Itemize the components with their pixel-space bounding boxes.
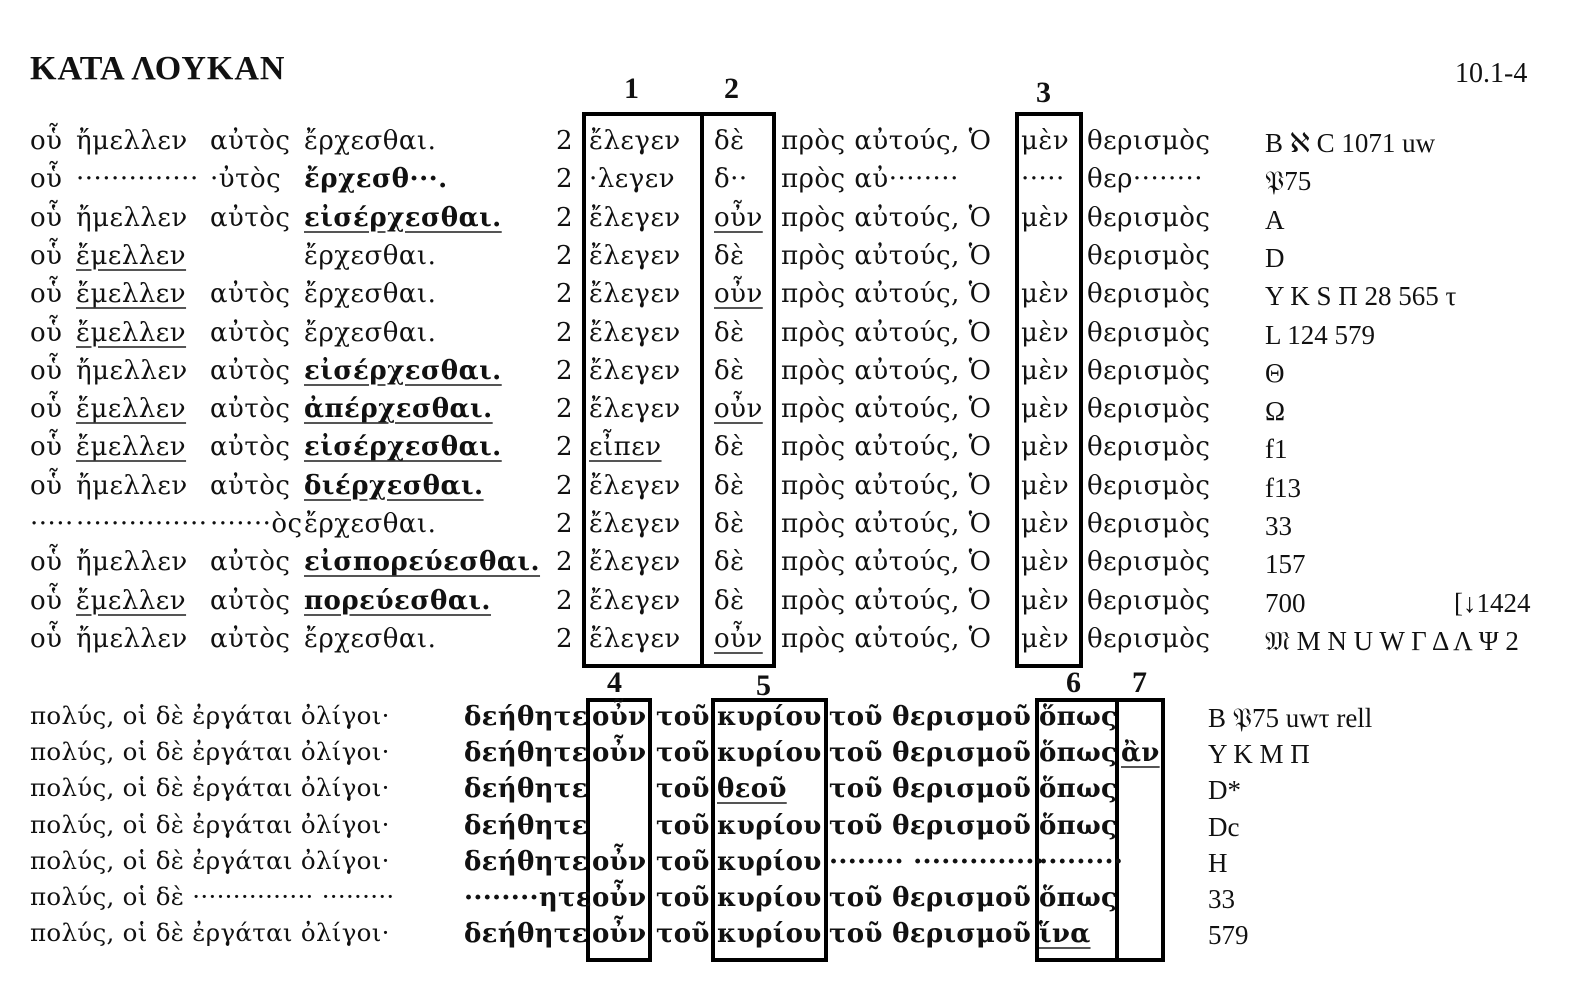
particle-word: δὲ <box>714 547 745 578</box>
men-word: μὲν <box>1021 432 1070 463</box>
harvest-word: θερ········ <box>1087 164 1204 195</box>
men-word: μὲν <box>1021 317 1070 348</box>
pronoun-word: αὐτὸς <box>210 279 291 310</box>
imperative-word: δεήθητε <box>464 774 588 805</box>
speech-verb: ἔλεγεν <box>589 509 681 539</box>
verb-word: ·············· <box>76 164 199 195</box>
verb-word: ἤμελλεν <box>76 470 188 501</box>
infinitive-word: ἔρχεσθ···. <box>304 164 448 195</box>
imperative-word: δεήθητε <box>464 919 588 950</box>
witness-list: 700 <box>1265 587 1306 618</box>
infinitive-word: ἔρχεσθαι. <box>304 317 437 348</box>
clause-text: πολύς, οἱ δὲ ἐργάται ὀλίγοι· <box>30 737 390 767</box>
verse-number: 2 <box>556 279 574 310</box>
pronoun-word: αὐτὸς <box>210 126 291 156</box>
verse-number: 2 <box>556 623 574 654</box>
speech-verb: ἔλεγεν <box>589 279 681 310</box>
conjunction-word: ὅπως <box>1039 810 1118 841</box>
harvest-word: θερισμὸς <box>1087 355 1211 386</box>
verse-number: 2 <box>556 202 574 233</box>
phrase-text: πρὸς αὐτούς, Ὁ <box>781 279 992 310</box>
verse-number: 2 <box>556 547 574 578</box>
oun-word: οὖν <box>592 702 647 732</box>
pronoun-word: ·······ὸς <box>210 509 303 539</box>
conjunction-word: ὅπως <box>1039 883 1118 913</box>
particle-word: οὖν <box>714 623 763 654</box>
speech-verb: ἔλεγεν <box>589 317 681 348</box>
oun-word: οὖν <box>592 738 647 769</box>
article-word: τοῦ <box>656 883 710 913</box>
verb-word: ἤμελλεν <box>76 547 188 578</box>
relative-word: οὗ <box>30 126 63 156</box>
verb-word: ἔμελλεν <box>76 279 187 310</box>
men-word: ····· <box>1021 164 1065 195</box>
phrase-text: πρὸς αὐτούς, Ὁ <box>781 547 992 578</box>
phrase-text: πρὸς αὐτούς, Ὁ <box>781 126 992 156</box>
witness-list: Y K M Π <box>1208 739 1310 770</box>
infinitive-word: εἰσέρχεσθαι. <box>304 355 502 386</box>
men-word: μὲν <box>1021 547 1070 578</box>
clause-text: πολύς, οἱ δὲ ··············· ········· <box>30 882 395 911</box>
verb-word: ἤμελλεν <box>76 623 188 654</box>
particle-word: οὖν <box>714 279 763 310</box>
witness-list: 𝔓75 <box>1265 166 1312 197</box>
witness-list: 𝔐 M N U W Γ Δ Λ Ψ 2 <box>1265 625 1519 656</box>
verb-word: ἔμελλεν <box>76 317 187 348</box>
verse-number: 2 <box>556 126 574 156</box>
men-word: μὲν <box>1021 470 1070 501</box>
relative-word: οὗ <box>30 547 63 578</box>
speech-verb: ἔλεγεν <box>589 623 681 654</box>
speech-verb: ἔλεγεν <box>589 202 681 233</box>
witness-list: 33 <box>1265 511 1292 541</box>
oun-word: οὖν <box>592 919 647 950</box>
verse-number: 2 <box>556 355 574 386</box>
witness-list: Θ <box>1265 357 1285 388</box>
clause-text: πολύς, οἱ δὲ ἐργάται ὀλίγοι· <box>30 845 390 875</box>
harvest-phrase: τοῦ θερισμοῦ <box>829 702 1032 732</box>
relative-word: οὗ <box>30 317 63 348</box>
harvest-phrase: τοῦ θερισμοῦ <box>829 883 1032 913</box>
witness-list: B ℵ C 1071 uw <box>1265 128 1436 158</box>
lord-word: κυρίου <box>717 883 822 913</box>
men-word: μὲν <box>1021 126 1070 156</box>
infinitive-word: διέρχεσθαι. <box>304 470 484 501</box>
verb-word: ··············· <box>76 509 208 539</box>
harvest-word: θερισμὸς <box>1087 547 1211 578</box>
men-word: μὲν <box>1021 585 1070 616</box>
imperative-word: δεήθητε <box>464 846 588 877</box>
harvest-phrase: τοῦ θερισμοῦ <box>829 810 1032 841</box>
particle-word: δὲ <box>714 240 745 271</box>
conjunction-word: ἵνα <box>1039 919 1091 950</box>
phrase-text: πρὸς αὐτούς, Ὁ <box>781 317 992 348</box>
particle-word: δὲ <box>714 432 745 463</box>
witness-list: 157 <box>1265 549 1306 580</box>
lord-word: κυρίου <box>717 846 822 877</box>
continuation-note: [↓1424 <box>1454 588 1531 618</box>
phrase-text: πρὸς αὐτούς, Ὁ <box>781 470 992 501</box>
particle-word: δὲ <box>714 355 745 386</box>
lord-word: κυρίου <box>717 810 822 841</box>
phrase-text: πρὸς αὐτούς, Ὁ <box>781 509 992 539</box>
pronoun-word: αὐτὸς <box>210 317 291 348</box>
speech-verb: ἔλεγεν <box>589 240 681 271</box>
phrase-text: πρὸς αὐτούς, Ὁ <box>781 240 992 271</box>
relative-word: οὗ <box>30 394 63 425</box>
relative-word: ····· <box>30 509 74 539</box>
imperative-word: δεήθητε <box>464 810 588 841</box>
column-number-2: 2 <box>724 72 739 105</box>
pronoun-word: αὐτὸς <box>210 202 291 233</box>
harvest-phrase: τοῦ θερισμοῦ <box>829 919 1032 950</box>
pronoun-word: ·ὐτὸς <box>210 164 282 195</box>
harvest-phrase: τοῦ θερισμοῦ <box>829 738 1032 769</box>
oun-word: οὖν <box>592 846 647 877</box>
lord-word: κυρίου <box>717 919 822 950</box>
men-word: μὲν <box>1021 355 1070 386</box>
article-word: τοῦ <box>656 810 710 841</box>
article-word: τοῦ <box>656 919 710 950</box>
column-number-3: 3 <box>1036 76 1051 109</box>
verse-number: 2 <box>556 240 574 271</box>
infinitive-word: εἰσπορεύεσθαι. <box>304 547 541 578</box>
conjunction-word: ὅπως <box>1039 738 1118 769</box>
witness-list: 579 <box>1208 920 1249 951</box>
relative-word: οὗ <box>30 623 63 654</box>
harvest-word: θερισμὸς <box>1087 317 1211 348</box>
particle-word: δὲ <box>714 585 745 616</box>
harvest-word: θερισμὸς <box>1087 126 1211 156</box>
conjunction-word: ········· <box>1039 846 1124 877</box>
pronoun-word: αὐτὸς <box>210 394 291 425</box>
relative-word: οὗ <box>30 355 63 386</box>
conjunction-word: ὅπως <box>1039 774 1118 805</box>
verb-word: ἔμελλεν <box>76 394 187 425</box>
harvest-word: θερισμὸς <box>1087 279 1211 310</box>
column-number-6: 6 <box>1066 666 1081 699</box>
witness-list: f1 <box>1265 434 1288 465</box>
oun-word: οὖν <box>592 883 647 913</box>
clause-text: πολύς, οἱ δὲ ἐργάται ὀλίγοι· <box>30 918 390 948</box>
column-number-7: 7 <box>1132 666 1147 699</box>
relative-word: οὗ <box>30 164 63 195</box>
phrase-text: πρὸς αὐτούς, Ὁ <box>781 623 992 654</box>
witness-list: A <box>1265 204 1285 235</box>
infinitive-word: εἰσέρχεσθαι. <box>304 432 502 463</box>
article-word: τοῦ <box>656 774 710 805</box>
infinitive-word: ἔρχεσθαι. <box>304 509 437 539</box>
infinitive-word: ἔρχεσθαι. <box>304 126 437 156</box>
men-word: μὲν <box>1021 279 1070 310</box>
phrase-text: πρὸς αὐτούς, Ὁ <box>781 355 992 386</box>
particle-word: οὖν <box>714 394 763 425</box>
verb-word: ἔμελλεν <box>76 240 187 271</box>
column-number-5: 5 <box>756 669 771 702</box>
clause-text: πολύς, οἱ δὲ ἐργάται ὀλίγοι· <box>30 701 390 730</box>
phrase-text: πρὸς αὐ········ <box>781 164 959 195</box>
pronoun-word: αὐτὸς <box>210 432 291 463</box>
infinitive-word: ἀπέρχεσθαι. <box>304 394 493 425</box>
verb-word: ἔμελλεν <box>76 432 187 463</box>
harvest-word: θερισμὸς <box>1087 623 1211 654</box>
infinitive-word: ἔρχεσθαι. <box>304 623 437 654</box>
relative-word: οὗ <box>30 279 63 310</box>
speech-verb: ἔλεγεν <box>589 547 681 578</box>
harvest-phrase: τοῦ θερισμοῦ <box>829 774 1032 805</box>
witness-list: Dc <box>1208 811 1240 842</box>
relative-word: οὗ <box>30 432 63 463</box>
harvest-phrase: ········ ·············· <box>829 846 1045 877</box>
imperative-word: δεήθητε <box>464 738 588 769</box>
speech-verb: εἶπεν <box>589 432 662 463</box>
verse-number: 2 <box>556 164 574 195</box>
verse-number: 2 <box>556 470 574 501</box>
verb-word: ἔμελλεν <box>76 585 187 616</box>
witness-list: D* <box>1208 775 1241 806</box>
phrase-text: πρὸς αὐτούς, Ὁ <box>781 202 992 233</box>
phrase-text: πρὸς αὐτούς, Ὁ <box>781 394 992 425</box>
speech-verb: ἔλεγεν <box>589 355 681 386</box>
relative-word: οὗ <box>30 240 63 271</box>
variant-box-2 <box>700 112 776 668</box>
verse-number: 2 <box>556 585 574 616</box>
infinitive-word: εἰσέρχεσθαι. <box>304 202 502 233</box>
infinitive-word: πορεύεσθαι. <box>304 585 491 616</box>
pronoun-word: αὐτὸς <box>210 470 291 501</box>
men-word: μὲν <box>1021 623 1070 654</box>
speech-verb: ἔλεγεν <box>589 585 681 616</box>
men-word: μὲν <box>1021 202 1070 233</box>
variant-box-1 <box>582 112 704 668</box>
harvest-word: θερισμὸς <box>1087 432 1211 463</box>
harvest-word: θερισμὸς <box>1087 394 1211 425</box>
lord-word: κυρίου <box>717 702 822 732</box>
relative-word: οὗ <box>30 585 63 616</box>
speech-verb: ·λεγεν <box>589 164 676 195</box>
article-word: τοῦ <box>656 738 710 769</box>
witness-list: H <box>1208 847 1228 878</box>
verse-number: 2 <box>556 509 574 539</box>
phrase-text: πρὸς αὐτούς, Ὁ <box>781 432 992 463</box>
pronoun-word: αὐτὸς <box>210 355 291 386</box>
witness-list: B 𝔓75 uwτ rell <box>1208 703 1373 733</box>
verb-word: ἤμελλεν <box>76 202 188 233</box>
witness-list: Ω <box>1265 396 1286 427</box>
article-word: τοῦ <box>656 702 710 732</box>
imperative-word: δεήθητε <box>464 702 588 732</box>
speech-verb: ἔλεγεν <box>589 470 681 501</box>
clause-text: πολύς, οἱ δὲ ἐργάται ὀλίγοι· <box>30 773 390 803</box>
imperative-word: ········ητε <box>464 883 592 913</box>
pronoun-word: αὐτὸς <box>210 623 291 654</box>
verse-number: 2 <box>556 432 574 463</box>
witness-list: Y K S Π 28 565 τ <box>1265 281 1457 312</box>
particle-word: δὲ <box>714 126 745 156</box>
particle-word: δὲ <box>714 317 745 348</box>
pronoun-word: αὐτὸς <box>210 547 291 578</box>
phrase-text: πρὸς αὐτούς, Ὁ <box>781 585 992 616</box>
verse-reference: 10.1-4 <box>1455 58 1528 89</box>
witness-list: L 124 579 <box>1265 319 1375 350</box>
lord-word: κυρίου <box>717 738 822 769</box>
particle-word: οὖν <box>714 202 763 233</box>
witness-list: D <box>1265 242 1285 273</box>
pronoun-word: αὐτὸς <box>210 585 291 616</box>
relative-word: οὗ <box>30 202 63 233</box>
lord-word: θεοῦ <box>717 774 787 805</box>
particle-word: δὲ <box>714 470 745 501</box>
harvest-word: θερισμὸς <box>1087 509 1211 539</box>
infinitive-word: ἔρχεσθαι. <box>304 279 437 310</box>
men-word: μὲν <box>1021 509 1070 539</box>
conjunction-word: ὅπως <box>1039 702 1118 732</box>
particle-word: δὲ <box>714 509 745 539</box>
clause-text: πολύς, οἱ δὲ ἐργάται ὀλίγοι· <box>30 809 390 839</box>
column-number-1: 1 <box>624 72 639 105</box>
variant-box-3 <box>1015 112 1083 668</box>
page-title: ΚΑΤΑ ΛΟΥΚΑΝ <box>30 50 286 87</box>
infinitive-word: ἔρχεσθαι. <box>304 240 437 271</box>
column-number-4: 4 <box>607 666 622 699</box>
speech-verb: ἔλεγεν <box>589 126 681 156</box>
harvest-word: θερισμὸς <box>1087 470 1211 501</box>
witness-list: f13 <box>1265 472 1301 503</box>
an-word: ἂν <box>1121 738 1160 769</box>
harvest-word: θερισμὸς <box>1087 585 1211 616</box>
harvest-word: θερισμὸς <box>1087 240 1211 271</box>
verb-word: ἤμελλεν <box>76 126 188 156</box>
verse-number: 2 <box>556 317 574 348</box>
verse-number: 2 <box>556 394 574 425</box>
particle-word: δ·· <box>714 164 748 195</box>
harvest-word: θερισμὸς <box>1087 202 1211 233</box>
verb-word: ἤμελλεν <box>76 355 188 386</box>
article-word: τοῦ <box>656 846 710 877</box>
men-word: μὲν <box>1021 394 1070 425</box>
witness-list: 33 <box>1208 884 1235 914</box>
speech-verb: ἔλεγεν <box>589 394 681 425</box>
relative-word: οὗ <box>30 470 63 501</box>
